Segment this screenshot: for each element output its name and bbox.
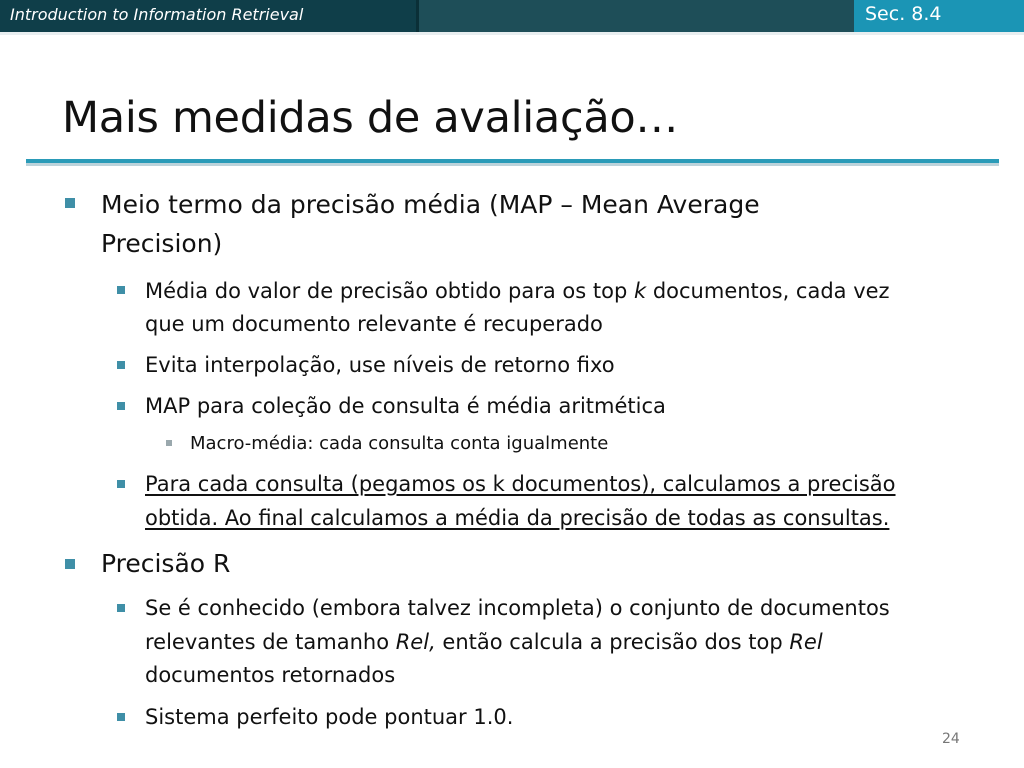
bullet-text: Se é conhecido (embora talvez incompleta) o conjunto de documentos xyxy=(145,596,890,620)
title-rule-shadow xyxy=(26,163,999,166)
bullet-text: Meio termo da precisão média (MAP – Mean Average xyxy=(101,190,760,219)
section-label: Sec. 8.4 xyxy=(865,3,942,25)
bullet-text: Evita interpolação, use níveis de retorno fixo xyxy=(145,353,615,377)
bullet-text xyxy=(145,279,890,303)
bullet-text: Precision) xyxy=(101,229,223,258)
text-run-italic: Rel xyxy=(789,630,823,654)
bullet-marker xyxy=(117,604,125,612)
bullet-marker xyxy=(117,361,125,369)
text-run-italic: Rel, xyxy=(395,630,436,654)
slide-title: Mais medidas de avaliação… xyxy=(62,93,679,143)
course-title: Introduction to Information Retrieval xyxy=(10,5,304,24)
bullet-marker xyxy=(117,286,125,294)
bullet-marker xyxy=(117,480,125,488)
bullet-text xyxy=(145,630,823,654)
bullet-text: que um documento relevante é recuperado xyxy=(145,312,603,336)
text-run: documentos, cada vez xyxy=(646,279,890,303)
text-run: relevantes de tamanho xyxy=(145,630,396,654)
bullet-text: Sistema perfeito pode pontuar 1.0. xyxy=(145,705,514,729)
bullet-marker xyxy=(117,713,125,721)
header-underline xyxy=(0,32,1024,35)
page-number: 24 xyxy=(942,731,960,747)
text-run: então calcula a precisão dos top xyxy=(435,630,790,654)
text-run: Média do valor de precisão obtido para os top xyxy=(145,279,634,303)
bullet-marker xyxy=(65,198,75,208)
bullet-marker xyxy=(65,559,75,569)
header-divider xyxy=(416,0,419,32)
text-run-italic: k xyxy=(633,279,647,303)
bullet-text: MAP para coleção de consulta é média aritmética xyxy=(145,394,666,418)
bullet-text-underlined: Para cada consulta (pegamos os k documentos), calculamos a precisão xyxy=(145,472,896,496)
bullet-text: Macro-média: cada consulta conta igualmente xyxy=(190,433,609,454)
bullet-marker xyxy=(117,402,125,410)
bullet-text: documentos retornados xyxy=(145,663,396,687)
bullet-marker xyxy=(166,440,172,446)
bullet-text: Precisão R xyxy=(101,549,231,578)
bullet-text-underlined: obtida. Ao final calculamos a média da precisão de todas as consultas. xyxy=(145,506,890,530)
